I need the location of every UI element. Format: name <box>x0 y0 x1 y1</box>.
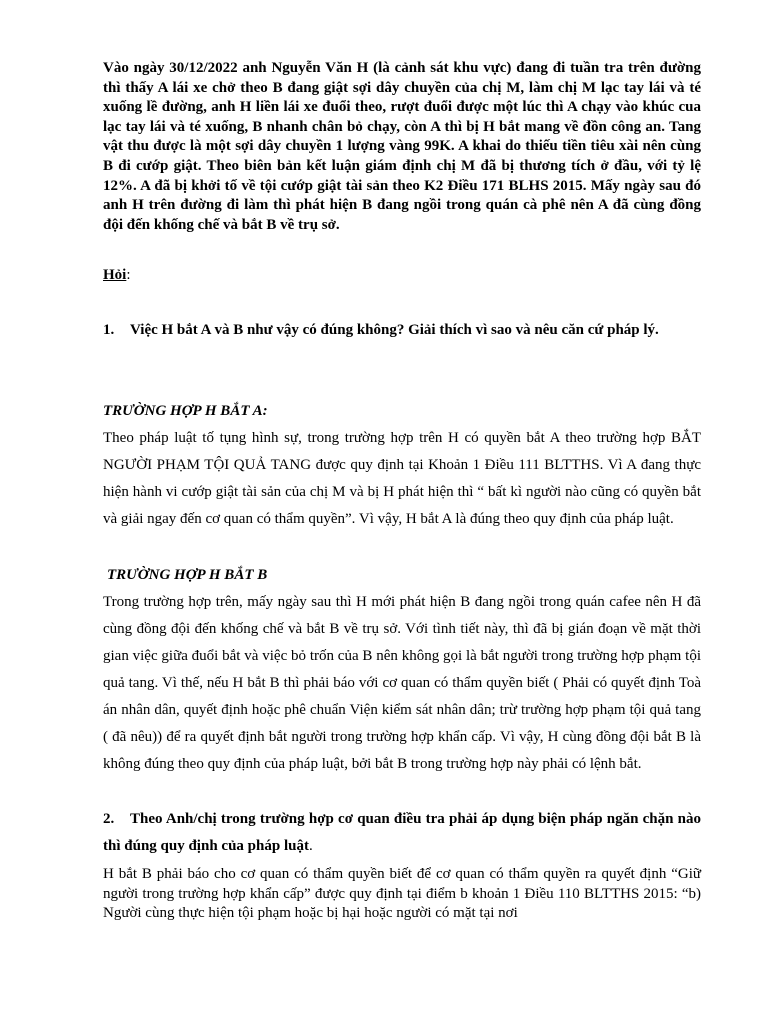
question-1-number: 1. <box>103 322 115 338</box>
question-heading <box>103 266 701 286</box>
question-2-period: . <box>308 838 313 854</box>
case-b-heading: TRƯỜNG HỢP H BẮT B <box>107 567 268 583</box>
case-a-heading: TRƯỜNG HỢP H BẮT A: <box>103 403 268 419</box>
case-a-body: Theo pháp luật tố tụng hình sự, trong trường hợp trên H có quyền bắt A theo trường hợp BẮT NGƯỜI PHẠM TỘI QUẢ TANG được quy định tại Khoản 1 Điều 111 BLTTHS. Vì A đang thực hiện hành vi cướp giật tài sản của chị M và bị H phát hiện thì “ bất kì người nào cũng có quyền bắt và giải ngay đến cơ quan có thẩm quyền”. Vì vậy, H bắt A là đúng theo quy định của pháp luật. <box>103 430 701 527</box>
question-2 <box>103 806 701 860</box>
question-1-text: Việc H bắt A và B như vậy có đúng không? Giải thích vì sao và nêu căn cứ pháp lý. <box>130 322 659 338</box>
question-heading-label: Hỏi <box>103 267 127 283</box>
question-2-number: 2. <box>103 811 115 827</box>
question-1 <box>103 317 701 344</box>
question-2-text: Theo Anh/chị trong trường hợp cơ quan điều tra phải áp dụng biện pháp ngăn chặn nào thì đúng quy định của pháp luật <box>103 811 701 854</box>
case-b-body: Trong trường hợp trên, mấy ngày sau thì H mới phát hiện B đang ngồi trong quán cafee nên H đã cùng đồng đội đến khống chế và bắt B về trụ sở. Với tình tiết này, thì đã bị gián đoạn về mặt thời gian việc giữa đuổi bắt và việc bỏ trốn của B nên không gọi là bắt người trong trường hợp phạm tội quả tang. Vì thế, nếu H bắt B thì phải báo với cơ quan có thẩm quyền biết ( Phải có quyết định Toà án nhân dân, quyết định hoặc phê chuẩn Viện kiểm sát nhân dân; trừ trường hợp phạm tội quả tang ( đã nêu)) để ra quyết định bắt người trong trường hợp khẩn cấp. Vì vậy, H cùng đồng đội bắt B là không đúng theo quy định của pháp luật, bởi bắt B trong trường hợp này phải có lệnh bắt. <box>103 594 701 772</box>
question-heading-colon: : <box>126 267 131 283</box>
answer-2-paragraph: H bắt B phải báo cho cơ quan có thẩm quyền biết để cơ quan có thẩm quyền ra quyết định “Giữ người trong trường hợp khẩn cấp” được quy định tại điểm b khoản 1 Điều 110 BLTTHS 2015: “b) Người cùng thực hiện tội phạm hoặc bị hại hoặc người có mặt tại nơi <box>103 866 701 922</box>
scenario-paragraph: Vào ngày 30/12/2022 anh Nguyễn Văn H (là cảnh sát khu vực) đang đi tuần tra trên đường thì thấy A lái xe chở theo B đang giật sợi dây chuyền của chị M, làm chị M lạc tay lái và té xuống lề đường, anh H liền lái xe đuổi theo, rượt đuổi được một lúc thì A chạy vào khúc cua lạc tay lái và té xuống, B nhanh chân bỏ chạy, còn A thì bị H bắt mang về đồn công an. Tang vật thu được là một sợi dây chuyền 1 lượng vàng 99K. A khai do thiếu tiền tiêu xài nên cùng B đi cướp giật. Theo biên bản kết luận giám định chị M đã bị thương tích ở đầu, với tỷ lệ 12%. A đã bị khởi tố về tội cướp giật tài sản theo K2 Điều 171 BLHS 2015. Mấy ngày sau đó anh H trên đường đi làm thì phát hiện B đang ngồi trong quán cà phê nên A đã cùng đồng đội đến khống chế và bắt B về trụ sở. <box>103 60 701 233</box>
